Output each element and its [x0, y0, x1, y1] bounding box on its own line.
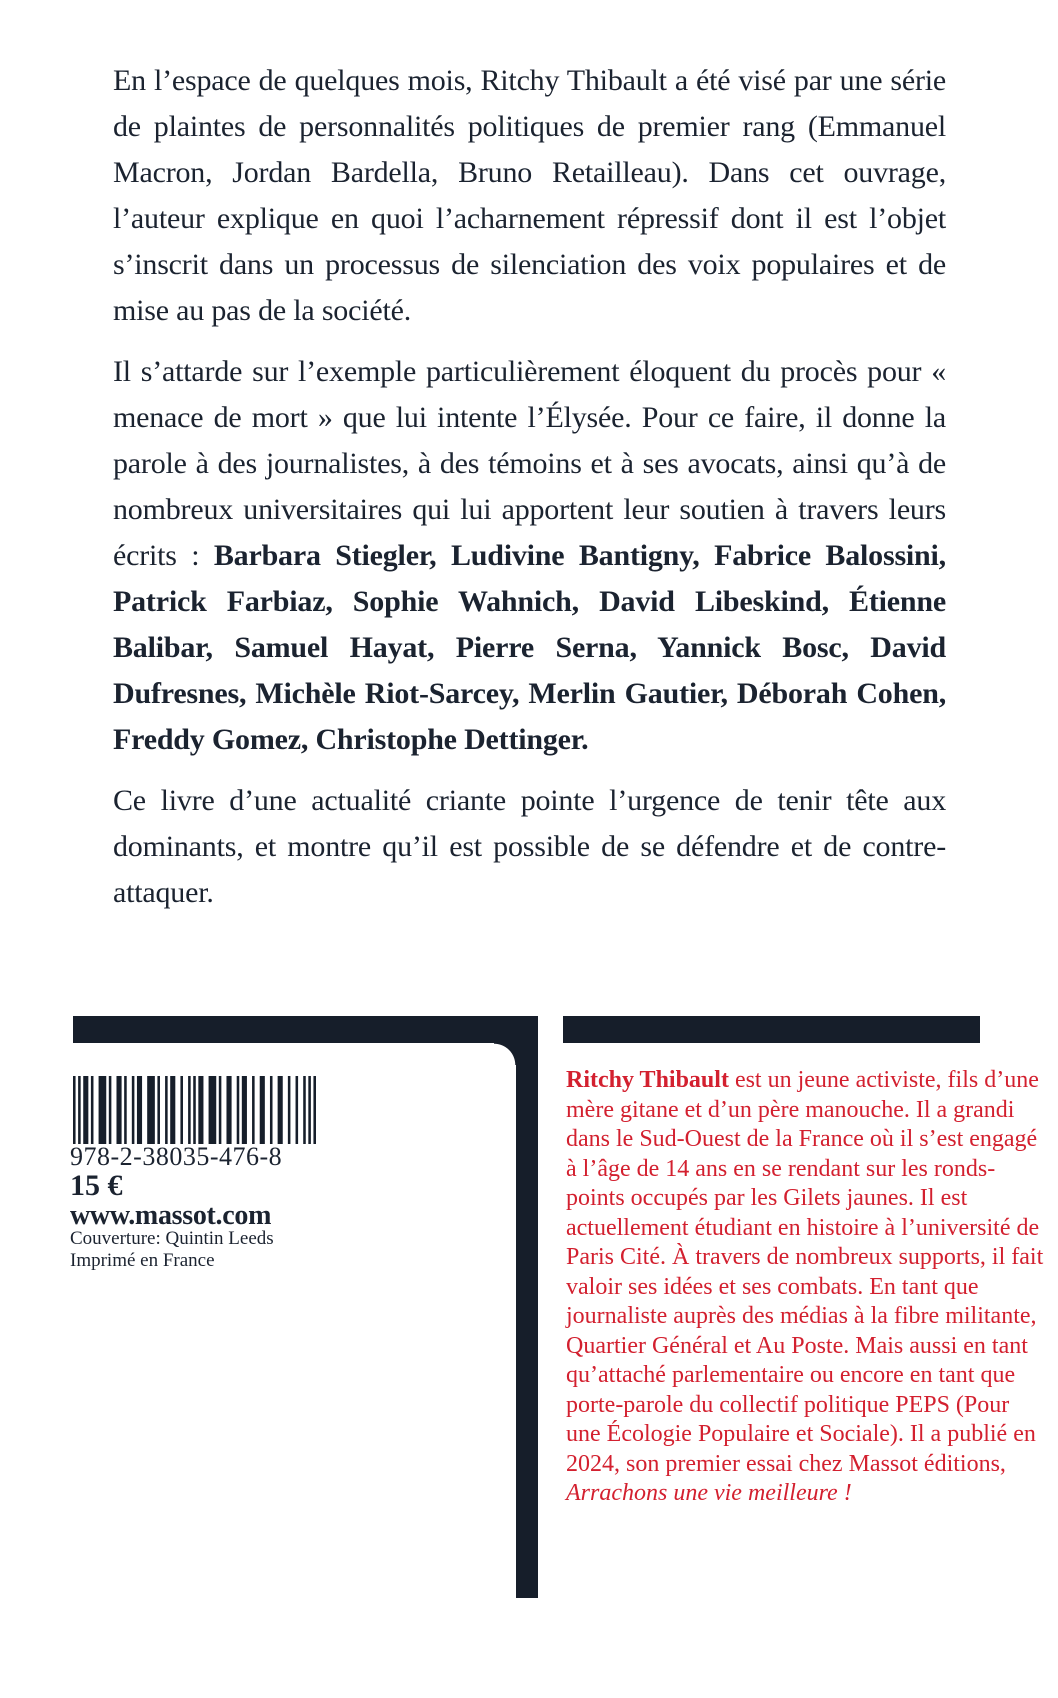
publisher-website: www.massot.com [70, 1200, 272, 1231]
synopsis [113, 58, 946, 931]
divider-band-right [563, 1016, 980, 1043]
isbn-number: 978-2-38035-476-8 [70, 1142, 283, 1171]
synopsis-paragraph-1 [113, 58, 946, 334]
barcode-icon [73, 1076, 316, 1144]
divider-band-left [73, 1016, 538, 1043]
divider-corner-fillet [494, 1043, 516, 1065]
synopsis-paragraph-2-intro: Il s’attarde sur l’exemple particulièrement éloquent du procès pour « menace de mort » que lui intente l’Élysée. Pour ce faire, il donne la parole à des journalistes, à des témoins et à ses avocats, ainsi qu’à de nombreux universitaires qui lui apportent leur soutien à travers leurs écrits : [113, 355, 946, 572]
printed-in: Imprimé en France [70, 1250, 215, 1271]
price: 15 € [70, 1169, 123, 1202]
divider-bar-vertical [516, 1016, 538, 1598]
author-name: Ritchy Thibault [566, 1067, 729, 1093]
author-bio-text: est un jeune activiste, fils d’une mère gitane et d’un père manouche. Il a grandi dans le Sud-Ouest de la France où il s’est engagé à l’âge de 14 ans en se rendant sur les ronds-points occupés par les Gilets jaunes. Il est actuellement étudiant en histoire à l’université de Paris Cité. À travers de nombreux supports, il fait valoir ses idées et ses combats. En tant que journaliste auprès des médias à la fibre militante, Quartier Général et Au Poste. Mais aussi en tant qu’attaché parlementaire ou encore en tant que porte-parole du collectif politique PEPS (Pour une Écologie Populaire et Sociale). Il a publié en 2024, son premier essai chez Massot éditions, [566, 1067, 1044, 1477]
book-title-italic: Arrachons une vie meilleure ! [566, 1480, 852, 1506]
synopsis-paragraph-3 [113, 778, 946, 916]
cover-credit: Couverture: Quintin Leeds [70, 1228, 274, 1249]
author-bio [566, 1066, 1048, 1509]
synopsis-paragraph-2 [113, 349, 946, 763]
synopsis-paragraph-3-text: Ce livre d’une actualité criante pointe l’urgence de tenir tête aux dominants, et montre qu’il est possible de se défendre et de contre-attaquer. [113, 784, 946, 909]
synopsis-paragraph-1-text: En l’espace de quelques mois, Ritchy Thibault a été visé par une série de plaintes de personnalités politiques de premier rang (Emmanuel Macron, Jordan Bardella, Bruno Retailleau). Dans cet ouvrage, l’auteur explique en quoi l’acharnement répressif dont il est l’objet s’inscrit dans un processus de silenciation des voix populaires et de mise au pas de la société. [113, 64, 946, 327]
supporters-names-bold: Barbara Stiegler, Ludivine Bantigny, Fabrice Balossini, Patrick Farbiaz, Sophie Wahnich, David Libeskind, Étienne Balibar, Samuel Hayat, Pierre Serna, Yannick Bosc, David Dufresnes, Michèle Riot-Sarcey, Merlin Gautier, Déborah Cohen, Freddy Gomez, Christophe Dettinger. [113, 539, 946, 756]
